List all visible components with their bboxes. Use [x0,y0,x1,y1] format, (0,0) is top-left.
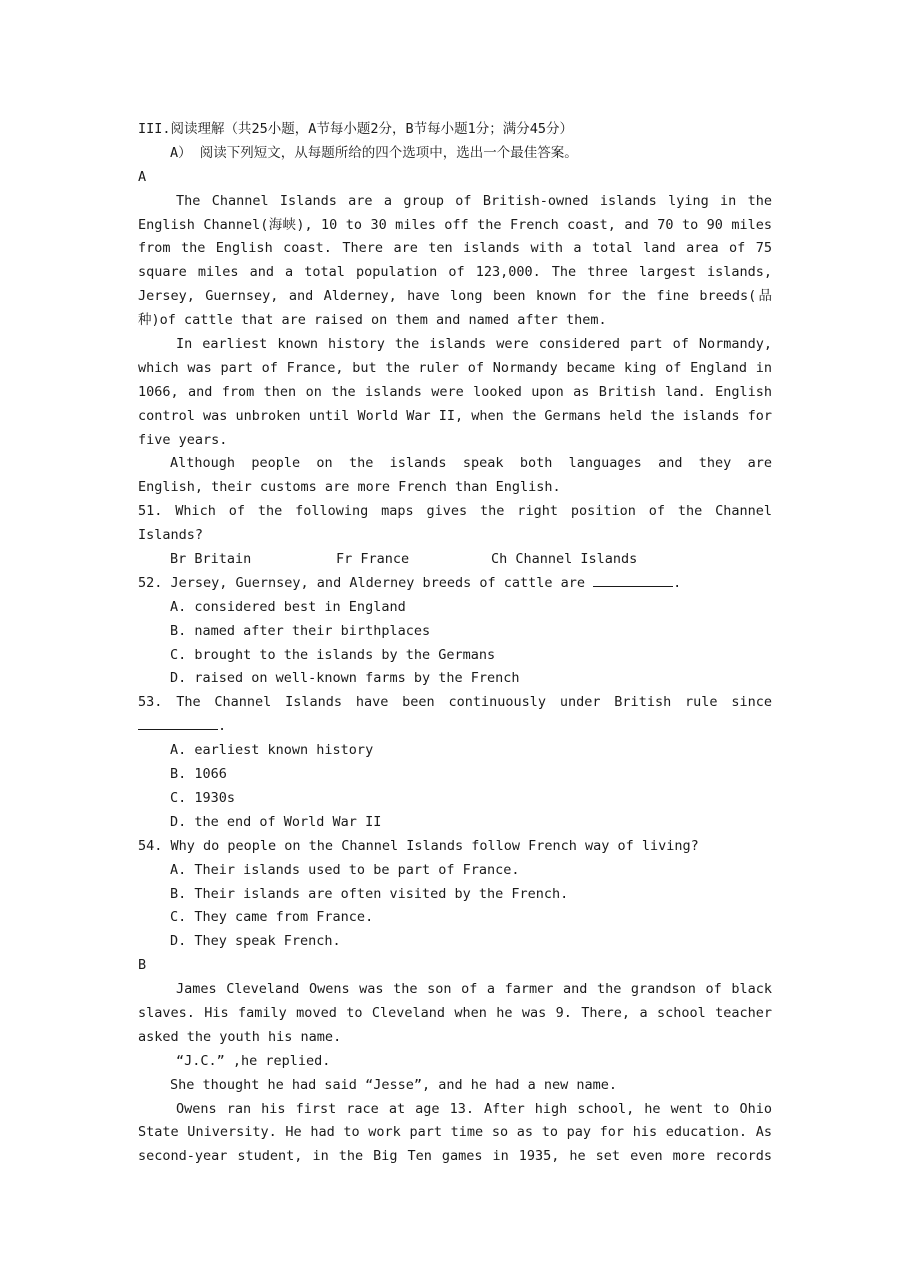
question-51-stem-cont: Islands? [138,527,204,544]
passage-b-line: asked the youth his name. [138,1028,342,1045]
passage-a-line: five years. [138,431,228,448]
passage-a-line: 种)of cattle that are raised on them and named after them. [138,312,607,329]
option-52-c: C. brought to the islands by the Germans [170,646,496,663]
legend-britain: Br Britain [170,551,252,568]
passage-a-line: English Channel(海峡), 10 to 30 miles off the French coast, and 70 to 90 miles [138,216,772,233]
answer-blank [138,715,218,730]
question-53-blank-line: . [138,715,772,739]
passage-a-line: from the English coast. There are ten islands with a total land area of 75 [138,240,772,257]
option-54-a: A. Their islands used to be part of France. [170,861,520,878]
legend-channel-islands: Ch Channel Islands [491,551,638,568]
option-54-c: C. They came from France. [170,909,374,926]
passage-a-line: control was unbroken until World War II, when the Germans held the islands for [138,407,772,424]
option-52-b: B. named after their birthplaces [170,622,431,639]
option-54-b: B. Their islands are often visited by the French. [170,885,569,902]
question-54-stem: 54. Why do people on the Channel Islands follow French way of living? [138,837,699,854]
option-54-d: D. They speak French. [170,933,341,950]
instruction: A） 阅读下列短文，从每题所给的四个选项中，选出一个最佳答案。 [170,144,578,161]
passage-b-line: second-year student, in the Big Ten games in 1935, he set even more records [138,1148,772,1165]
map-legend [138,548,772,572]
section-header: III.阅读理解（共25小题，A节每小题2分，B节每小题1分；满分45分） [138,121,574,137]
passage-b-line: James Cleveland Owens was the son of a farmer and the grandson of black [176,981,772,998]
passage-b-label: B [138,957,147,974]
exam-page [138,118,772,1169]
passage-b-line: She thought he had said “Jesse”, and he had a new name. [170,1076,618,1093]
option-53-c: C. 1930s [170,789,236,806]
passage-a-line: English, their customs are more French than English. [138,479,561,496]
question-52-stem: 52. Jersey, Guernsey, and Alderney breeds of cattle are [138,574,586,591]
passage-a-line: In earliest known history the islands were considered part of Normandy, [176,336,772,353]
passage-a-line: The Channel Islands are a group of British-owned islands lying in the [176,192,772,209]
passage-a-line: which was part of France, but the ruler of Normandy became king of England in [138,359,772,376]
passage-a-line: square miles and a total population of 123,000. The three largest islands, [138,264,772,281]
question-53-stem: 53. The Channel Islands have been continuously under British rule since [138,694,772,711]
passage-b-line: Owens ran his first race at age 13. After high school, he went to Ohio [176,1100,772,1117]
option-52-a: A. considered best in England [170,598,406,615]
option-53-a: A. earliest known history [170,742,374,759]
passage-a-label: A [138,168,147,185]
passage-a-line: Although people on the islands speak both languages and they are [170,455,772,472]
legend-france: Fr France [336,551,410,568]
option-52-d: D. raised on well-known farms by the French [170,670,520,687]
question-52-line: 52. Jersey, Guernsey, and Alderney breeds of cattle are . [138,572,772,596]
passage-a-line: 1066, and from then on the islands were looked upon as British land. English [138,383,772,400]
passage-b-line: “J.C.” ,he replied. [176,1052,331,1069]
passage-b-line: State University. He had to work part time so as to pay for his education. As [138,1124,772,1141]
question-51-stem: 51. Which of the following maps gives the right position of the Channel [138,503,772,520]
option-53-d: D. the end of World War II [170,813,382,830]
answer-blank [593,572,673,587]
option-53-b: B. 1066 [170,766,227,783]
passage-b-line: slaves. His family moved to Cleveland when he was 9. There, a school teacher [138,1004,772,1021]
passage-a-line: Jersey, Guernsey, and Alderney, have long been known for the fine breeds(品 [138,288,772,305]
